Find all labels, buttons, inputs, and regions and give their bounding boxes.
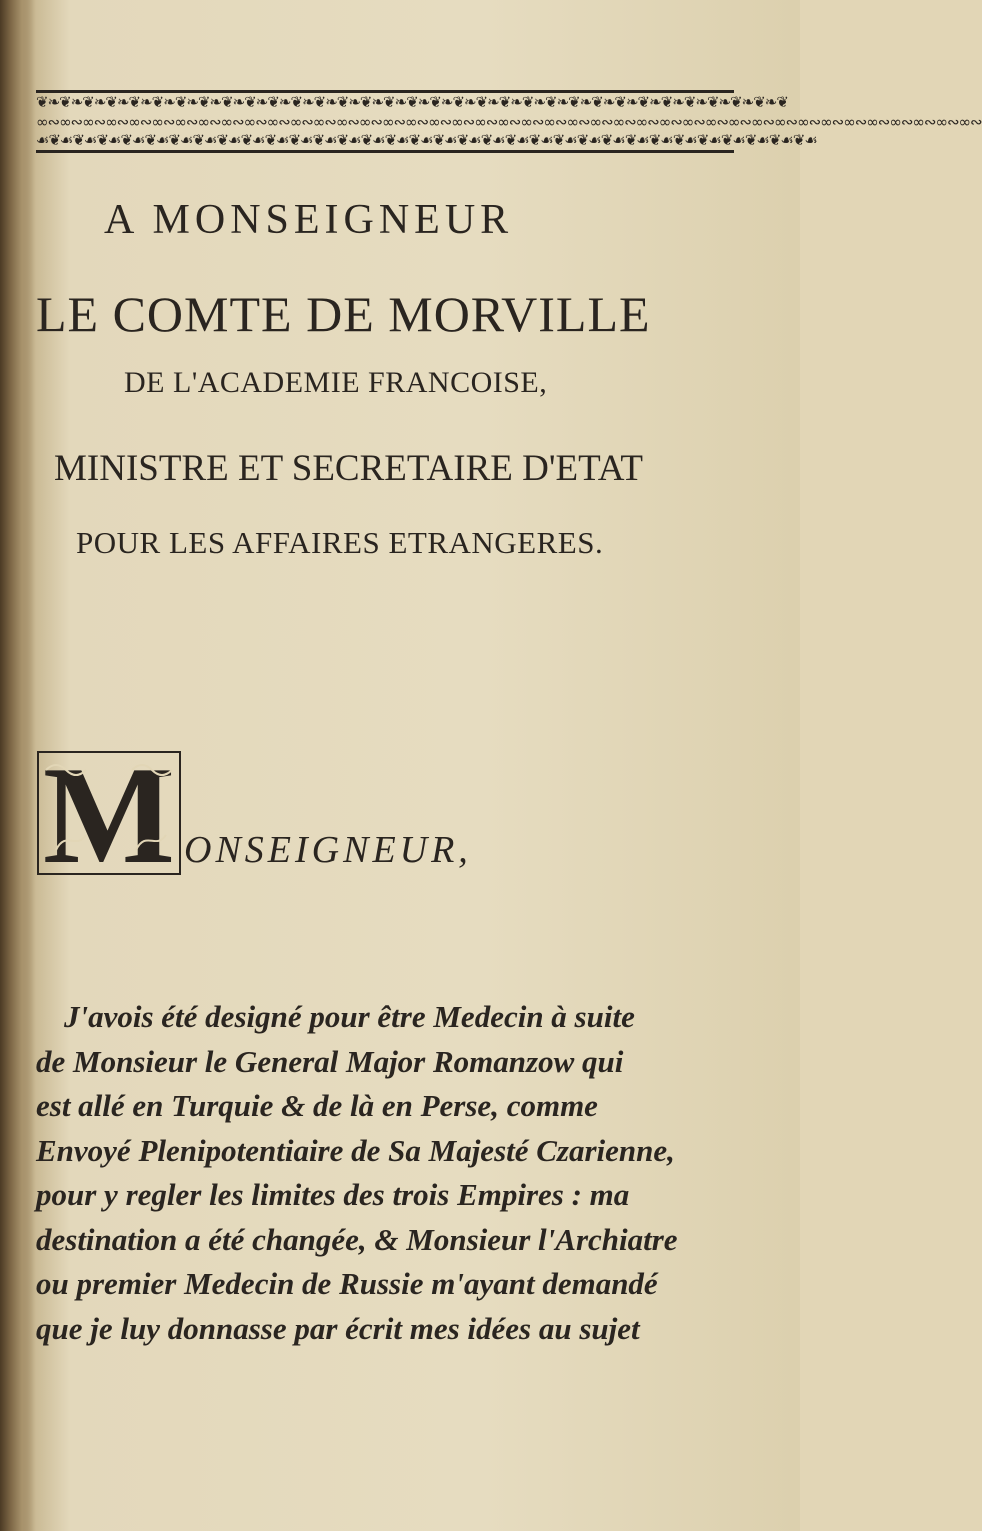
book-gutter [0, 0, 36, 1531]
title-line-5: POUR LES AFFAIRES ETRANGERES. [76, 525, 604, 560]
dedication-paragraph [36, 995, 766, 1351]
ornamental-headpiece-icon [36, 72, 982, 152]
ornament-row-top: ❦❧❦❧❦❧❦❧❦❧❦❧❦❧❦❧❦❧❦❧❦❧❦❧❦❧❦❧❦❧❦❧❦❧❦❧❦❧❦❧❦❧❦❧❦❧❦❧❦❧❦❧❦❧❦❧❦❧❦❧❦❧❦❧❦ [36, 93, 788, 111]
paragraph-line: Envoyé Plenipotentiaire de Sa Majesté Czarienne, [36, 1132, 675, 1168]
paragraph-line: destination a été changée, & Monsieur l'Archiatre [36, 1221, 678, 1257]
decorated-initial-icon [36, 738, 182, 893]
paragraph-line: ou premier Medecin de Russie m'ayant demandé [36, 1266, 658, 1301]
title-line-3: DE L'ACADEMIE FRANCOISE, [124, 366, 548, 399]
title-line-2: LE COMTE DE MORVILLE [36, 286, 651, 342]
ornament-row-middle: ∞∾∞∾∞∾∞∾∞∾∞∾∞∾∞∾∞∾∞∾∞∾∞∾∞∾∞∾∞∾∞∾∞∾∞∾∞∾∞∾∞∾∞∾∞∾∞∾∞∾∞∾∞∾∞∾∞∾∞∾∞∾∞∾∞∾∞∾∞∾∞∾∞∾∞∾∞∾∞∾∞∾ [36, 113, 982, 131]
ornament-row-bottom: ☙❦☙❦☙❦☙❦☙❦☙❦☙❦☙❦☙❦☙❦☙❦☙❦☙❦☙❦☙❦☙❦☙❦☙❦☙❦☙❦☙❦☙❦☙❦☙❦☙❦☙❦☙❦☙❦☙❦☙❦☙❦☙❦☙ [36, 131, 817, 149]
paragraph-line: pour y regler les limites des trois Empires : ma [36, 1177, 630, 1212]
title-line-1: A MONSEIGNEUR [104, 197, 514, 243]
paragraph-line: que je luy donnasse par écrit mes idées au sujet [36, 1310, 640, 1346]
salutation-text: ONSEIGNEUR, [184, 829, 472, 871]
title-line-4: MINISTRE ET SECRETAIRE D'ETAT [54, 448, 643, 489]
paragraph-line: J'avois été designé pour être Medecin à suite [64, 999, 635, 1034]
paragraph-line: est allé en Turquie & de là en Perse, comme [36, 1088, 598, 1123]
paragraph-line: de Monsieur le General Major Romanzow qui [36, 1043, 624, 1079]
ornament-rule-bottom [36, 150, 734, 153]
dropcap-letter: M [42, 738, 176, 893]
